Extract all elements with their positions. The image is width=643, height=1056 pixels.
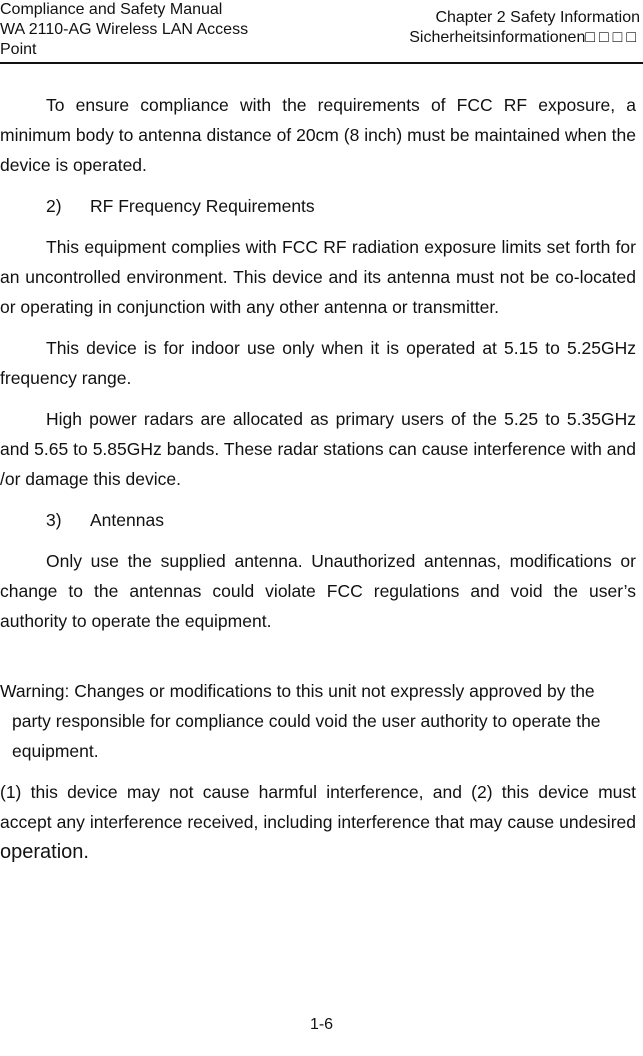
manual-title-line-3: Point [0,41,37,58]
section-heading-rf-frequency [0,191,636,221]
paragraph-radars: High power radars are allocated as primary users of the 5.25 to 5.35GHz and 5.65 to 5.85GHz bands. These radar stations can cause interference with and /or damage this device. [0,409,636,489]
paragraph-supplied-antenna: Only use the supplied antenna. Unauthorized antennas, modifications or change to the antennas could violate FCC regulations and void the user’s authority to operate the equipment. [0,551,636,631]
chapter-title-line-2 [409,28,640,48]
chapter-title-cjk: □□□□ [585,29,640,46]
section-heading-antennas [0,505,636,535]
page-body [0,90,636,867]
manual-title-line-1: Compliance and Safety Manual [0,1,223,18]
section-number: 3) [46,510,62,530]
interference-last-word: operation. [0,841,89,863]
chapter-title-german: Sicherheitsinformationen [409,29,586,46]
manual-title [0,0,310,60]
page-header [0,0,643,64]
paragraph-exposure-limits: This equipment complies with FCC RF radiation exposure limits set forth for an uncontrolled environment. This device and its antenna must not be co-located or operating in conjunction with any other antenna or transmitter. [0,237,636,317]
chapter-title-line-1: Chapter 2 Safety Information [435,9,640,26]
warning-paragraph: Warning: Changes or modifications to this unit not expressly approved by the party responsible for compliance could void the user authority to operate the equipment. [0,681,601,761]
paragraph-interference [0,777,636,867]
page-number: 1-6 [309,1016,334,1033]
interference-text: (1) this device may not cause harmful interference, and (2) this device must accept any interference received, including interference that may cause undesired [0,782,636,832]
section-number: 2) [46,196,62,216]
paragraph-indoor-use: This device is for indoor use only when it is operated at 5.15 to 5.25GHz frequency range. [0,338,636,388]
chapter-title [409,8,640,48]
section-title: RF Frequency Requirements [90,196,315,216]
manual-title-line-2: WA 2110-AG Wireless LAN Access [0,21,249,38]
section-title: Antennas [90,510,164,530]
header-divider [0,62,643,64]
paragraph-rf-exposure: To ensure compliance with the requirements of FCC RF exposure, a minimum body to antenna distance of 20cm (8 inch) must be maintained when the device is operated. [0,95,636,175]
